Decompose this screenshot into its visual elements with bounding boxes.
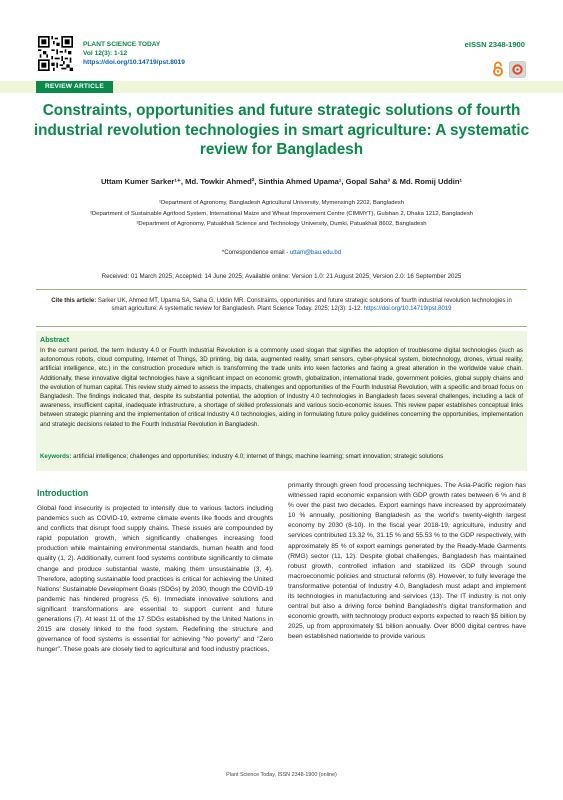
correspondence-email-link[interactable]: uttam@bau.edu.bd xyxy=(289,250,342,256)
keywords-text: artificial intelligence; challenges and opportunities; industry 4.0; internet of things; machine learning; smart innovation; strategic solutions xyxy=(73,453,444,460)
correspondence xyxy=(20,250,543,256)
introduction-heading: Introduction xyxy=(37,488,89,498)
article-type-badge: REVIEW ARTICLE xyxy=(36,81,113,93)
open-access-icon[interactable] xyxy=(490,61,506,77)
abstract-heading: Abstract xyxy=(40,335,70,344)
article-dates: Received: 01 March 2025; Accepted: 14 June 2025; Available online: Version 1.0: 21 August 2025; Version 2.0: 16 September 2025 xyxy=(101,273,462,280)
affiliation-1: ¹Department of Agronomy, Bangladesh Agricultural University, Mymensingh 2202, Bangladesh xyxy=(158,200,405,206)
divider-top xyxy=(36,289,527,290)
journal-volume: Vol 12(3): 1-12 xyxy=(83,50,128,58)
qr-code-icon xyxy=(38,36,73,71)
journal-name: PLANT SCIENCE TODAY xyxy=(83,41,161,48)
correspondence-label: *Correspondence email - xyxy=(221,250,289,256)
divider-bottom xyxy=(36,326,527,327)
introduction-right-column: primarily through green food processing techniques. The Asia-Pacific region has witnessed rapid economic expansion with GDP growth rates between 6 % and 8 % over the past two decades. Export earnings have increased by approximately 10 % annually, positioning Bangladesh as the world's twenty-eighth largest economy by 2030 (8-10). In the fiscal year 2018-19, agriculture, industry and services contributed 13.32 %, 31.15 % and 55.53 % to the GDP respectively, with approximately 85 % of export earnings generated by the Ready-Made Garments (RMG) sector (11, 12). Despite global challenges, Bangladesh has maintained robust growth, controlled inflation and stabilized its GDP through sound macroeconomic policies and structural reforms (8). However, to fully leverage the transformative potential of Industry 4.0, Bangladesh must adapt and implement its technologies in manufacturing and services (13). The IT industry is not only central but also a driving force behind Bangladesh's digital transformation and economic growth, with technology product exports expected to reach $5 billion by 2025, up from approximately $1 billion annually. Over 8000 digital centres have been established nationwide to provide various xyxy=(288,482,526,641)
citation-text: Sarker UK, Ahmed MT, Upama SA, Saha G, Uddin MR. Constraints, opportunities and future strategic solutions of fourth industrial revolution technologies in smart agriculture: A systematic review for Bangladesh. Plant Science Today. 2025; 12(3): 1-12. xyxy=(97,298,512,313)
abstract-text: In the current period, the term Industry 4.0 or Fourth Industrial Revolution is a commonly used slogan that signifies the adoption of troublesome digital technologies (such as autonomous robots, cloud computing, Internet of Things, 3D printing, big data, augmented reality, smart sensors, cyber-physical system, biotechnology, drones, virtual reality, artificial intelligence, etc.) in the construction procedure which is transforming the trade units into keen factories and facing a great alteration in the worldwide value chain. Additionally, these innovative digital technologies have a significant impact on economic growth, globalization, international trade, government policies, global supply chains and the evolution of human capital. This review study aimed to assess the impacts, challenges and opportunities of the Fourth Industrial Revolution, with a specific and broad focus on Bangladesh. The findings indicated that, despite its substantial potential, the adoption of Industry 4.0 technologies in Bangladesh faces several challenges, including a lack of awareness, insufficient capital, inadequate infrastructure, a shortage of skilled professionals and various socio-economic issues. This review paper establishes conceptual links between strategic planning and the implementation of critical Industry 4.0 technologies, aiding in formulating future policy guidelines concerning the opportunities, implementation and strategic decisions related to the Fourth Industrial Revolution in Bangladesh. xyxy=(40,347,523,428)
affiliations xyxy=(20,198,543,230)
affiliation-3: ³Department of Agronomy, Patuakhali Science and Technology University, Dumki, Patuakhali 8602, Bangladesh xyxy=(136,221,427,227)
page-footer: Plant Science Today, ISSN 2348-1900 (online) xyxy=(226,772,337,778)
affiliation-2: ²Department of Sustainable Agrifood System, International Maize and Wheat Improvement Centre (CIMMYT), Gulshan 2, Dhaka 1212, Bangladesh xyxy=(89,210,474,217)
citation-block xyxy=(50,297,513,314)
eissn-label: eISSN 2348-1900 xyxy=(464,40,525,49)
article-title: Constraints, opportunities and future strategic solutions of fourth industrial revolution technologies in smart agriculture: A systematic review for Bangladesh xyxy=(33,102,530,159)
keywords-label: Keywords: xyxy=(40,453,72,460)
introduction-left-column: Global food insecurity is projected to intensify due to various factors including pandemics such as COVID-19, extreme climate events like floods and droughts and conflicts that disrupt food supply chains. These issues are compounded by rapid population growth, which significantly challenges increasing food production while maintaining environmental standards, human health and food quality (1, 2). Additionally, current food systems contribute significantly to climate change and produce substantial waste, making them unsustainable (3, 4). Therefore, adopting sustainable food practices is critical for achieving the United Nations' Sustainable Development Goals (SDGs) by 2030, though the COVID-19 pandemic has hindered progress (5, 6). Immediate innovative solutions and significant transformations are essential to support current and future generations (7). At least 11 of the 17 SDGs established by the United Nations in 2015 are closely linked to the food system. Redefining the structure and governance of food systems is essential for achieving "No poverty" and "Zero hunger". These goals are closely tied to agricultural and food industry practices, xyxy=(37,505,273,654)
author-list: Uttam Kumer Sarker¹⁺, Md. Towkir Ahmed², Sinthia Ahmed Upama¹, Gopal Saha³ & Md. Romij Uddin¹ xyxy=(100,177,463,186)
creative-commons-icon[interactable] xyxy=(509,61,526,78)
citation-label: Cite this article: xyxy=(51,298,97,304)
doi-link[interactable]: https://doi.org/10.14719/pst.8019 xyxy=(83,59,185,67)
citation-doi-link[interactable]: https://doi.org/10.14719/pst.8019 xyxy=(363,306,452,313)
keywords xyxy=(40,452,523,461)
journal-header xyxy=(83,40,185,68)
